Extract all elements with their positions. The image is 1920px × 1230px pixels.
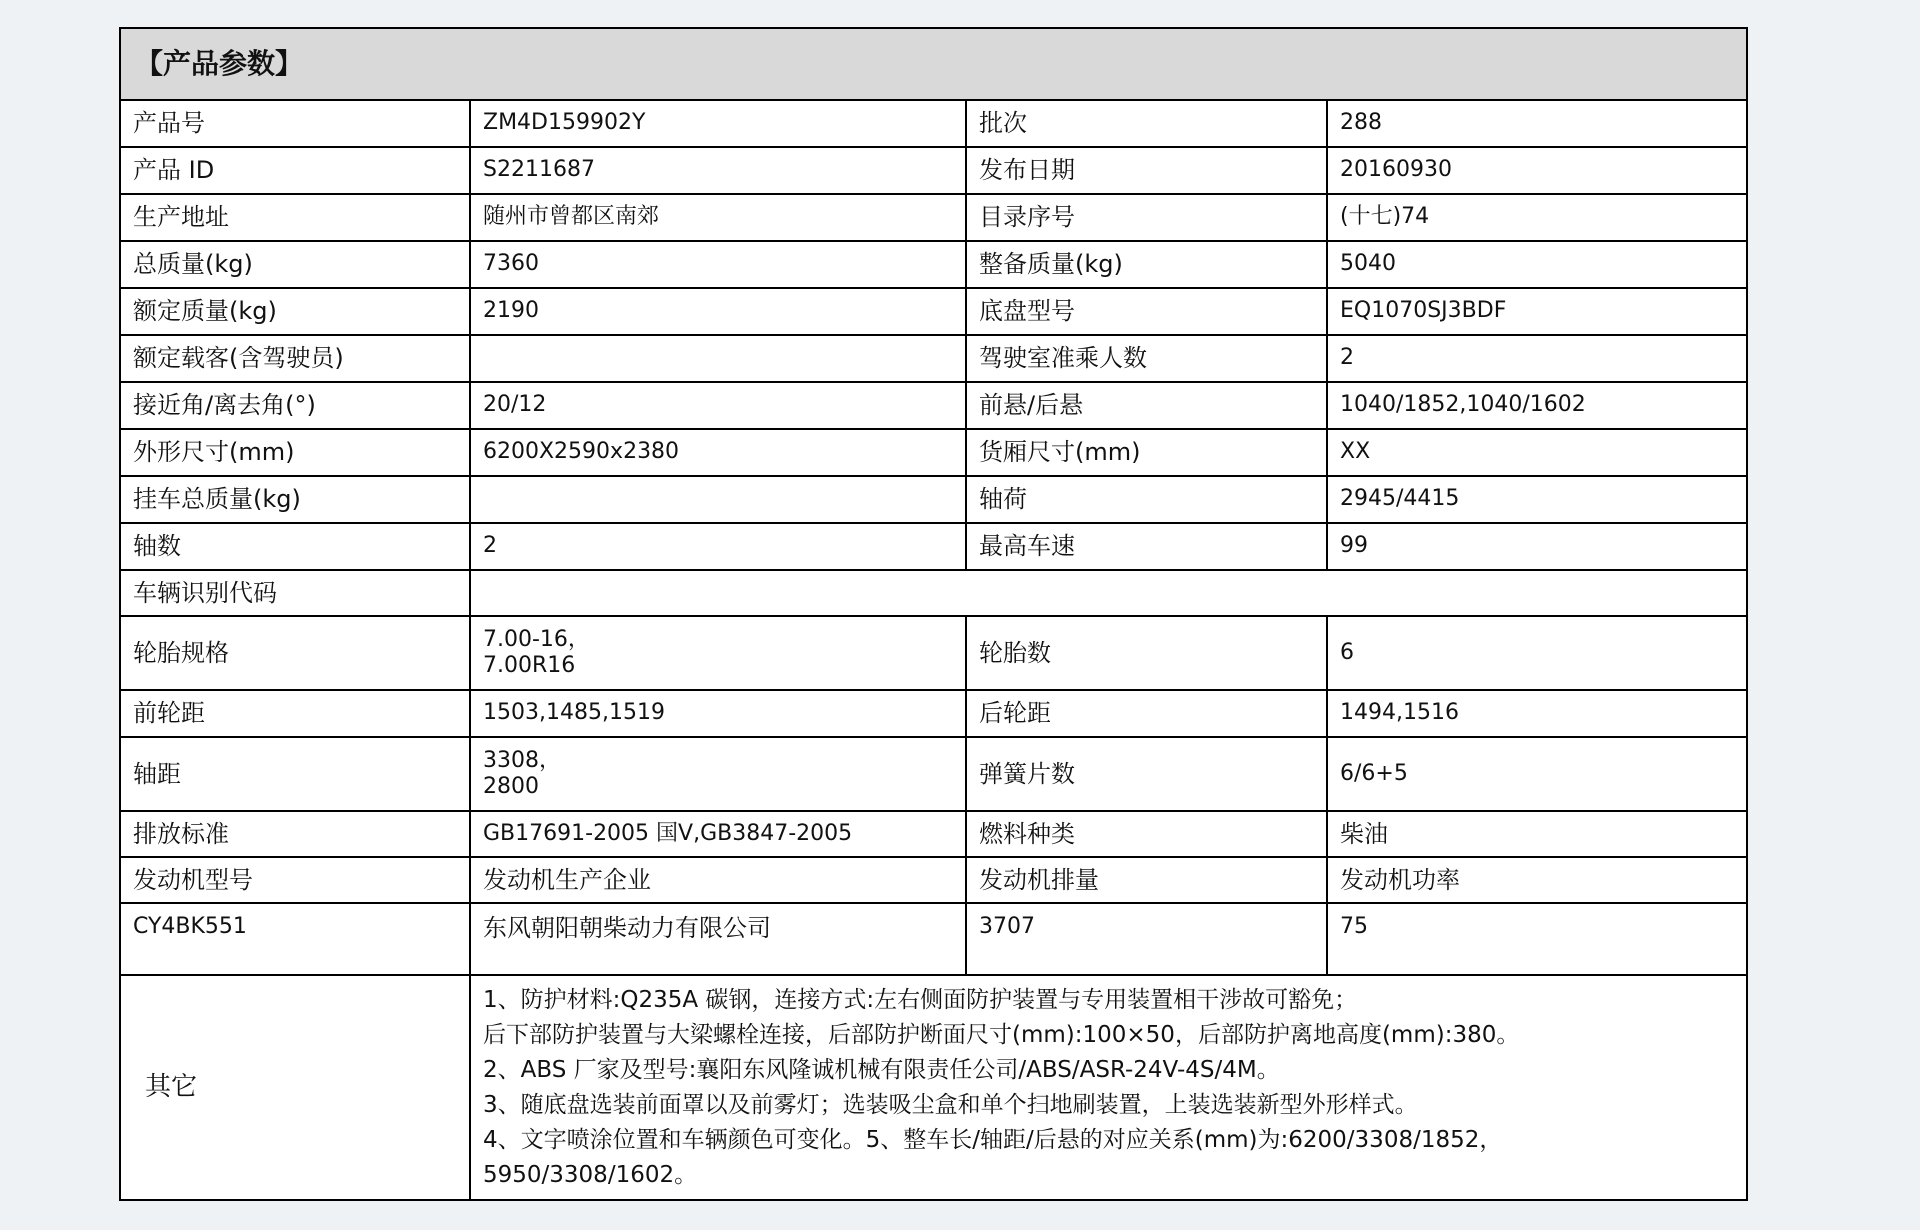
label-cell: 前悬/后悬 (966, 382, 1327, 429)
note-line: 5950/3308/1602。 (483, 1161, 698, 1188)
table-row (120, 241, 1747, 288)
value-cell: 20160930 (1327, 147, 1747, 194)
fuel-value: 柴油 (1327, 811, 1747, 857)
value-cell: 288 (1327, 100, 1747, 147)
wheelbase-value (470, 737, 966, 811)
label-cell: 批次 (966, 100, 1327, 147)
note-line: 3、随底盘选装前面罩以及前雾灯；选装吸尘盒和单个扫地刷装置，上装选装新型外形样式。 (483, 1091, 1418, 1118)
value-cell: 2190 (470, 288, 966, 335)
note-line: 1、防护材料:Q235A 碳钢，连接方式:左右侧面防护装置与专用装置相干涉故可豁免； (483, 986, 1358, 1013)
section-title: 【产品参数】 (120, 28, 1747, 100)
value-cell: 20/12 (470, 382, 966, 429)
engine-model-value: CY4BK551 (120, 903, 470, 975)
engine-maker-label: 发动机生产企业 (470, 857, 966, 903)
table-row (120, 194, 1747, 241)
value-cell: EQ1070SJ3BDF (1327, 288, 1747, 335)
table-row (120, 523, 1747, 570)
label-cell: 发布日期 (966, 147, 1327, 194)
tire-spec-label: 轮胎规格 (120, 616, 470, 690)
table-header-row (120, 28, 1747, 100)
value-cell: 2 (470, 523, 966, 570)
spring-count-value: 6/6+5 (1327, 737, 1747, 811)
label-cell: 最高车速 (966, 523, 1327, 570)
note-line: 2、ABS 厂家及型号:襄阳东风隆诚机械有限责任公司/ABS/ASR-24V-4S/4M。 (483, 1056, 1280, 1083)
wheelbase-line: 3308， (483, 747, 561, 773)
other-label: 其它 (120, 975, 470, 1200)
value-cell: XX (1327, 429, 1747, 476)
track-row (120, 690, 1747, 737)
tire-spec-line: 7.00-16， (483, 626, 590, 652)
wheelbase-line: 2800 (483, 774, 539, 799)
value-cell (470, 335, 966, 382)
engine-displacement-label: 发动机排量 (966, 857, 1327, 903)
value-cell: 1040/1852,1040/1602 (1327, 382, 1747, 429)
note-line: 后下部防护装置与大梁螺栓连接，后部防护断面尺寸(mm):100×50，后部防护离地高度(mm):380。 (483, 1021, 1520, 1048)
rear-track-label: 后轮距 (966, 690, 1327, 737)
label-cell: 额定载客(含驾驶员) (120, 335, 470, 382)
label-cell: 驾驶室准乘人数 (966, 335, 1327, 382)
front-track-value: 1503,1485,1519 (470, 690, 966, 737)
vin-row (120, 570, 1747, 616)
label-cell: 产品 ID (120, 147, 470, 194)
value-cell: 5040 (1327, 241, 1747, 288)
table-row (120, 147, 1747, 194)
value-cell: 2945/4415 (1327, 476, 1747, 523)
tire-row (120, 616, 1747, 690)
value-cell: 99 (1327, 523, 1747, 570)
front-track-label: 前轮距 (120, 690, 470, 737)
label-cell: 总质量(kg) (120, 241, 470, 288)
engine-header-row (120, 857, 1747, 903)
note-line: 4、文字喷涂位置和车辆颜色可变化。5、整车长/轴距/后悬的对应关系(mm)为:6200/3308/1852， (483, 1126, 1503, 1153)
vin-label: 车辆识别代码 (120, 570, 470, 616)
emission-row (120, 811, 1747, 857)
value-cell: 6200X2590x2380 (470, 429, 966, 476)
value-cell (470, 476, 966, 523)
label-cell: 产品号 (120, 100, 470, 147)
other-row (120, 975, 1747, 1200)
value-cell: S2211687 (470, 147, 966, 194)
wheelbase-label: 轴距 (120, 737, 470, 811)
value-cell: 随州市曾都区南郊 (470, 194, 966, 241)
value-cell: 2 (1327, 335, 1747, 382)
table-row (120, 476, 1747, 523)
tire-spec-value (470, 616, 966, 690)
value-cell: 7360 (470, 241, 966, 288)
spring-count-label: 弹簧片数 (966, 737, 1327, 811)
label-cell: 轴荷 (966, 476, 1327, 523)
emission-value: GB17691-2005 国Ⅴ,GB3847-2005 (470, 811, 966, 857)
table-row (120, 335, 1747, 382)
table-row (120, 429, 1747, 476)
emission-label: 排放标准 (120, 811, 470, 857)
engine-maker-value: 东风朝阳朝柴动力有限公司 (470, 903, 966, 975)
product-params-table (119, 27, 1748, 1201)
engine-power-value: 75 (1327, 903, 1747, 975)
tire-count-label: 轮胎数 (966, 616, 1327, 690)
engine-model-label: 发动机型号 (120, 857, 470, 903)
engine-displacement-value: 3707 (966, 903, 1327, 975)
value-cell: ZM4D159902Y (470, 100, 966, 147)
label-cell: 轴数 (120, 523, 470, 570)
table-row (120, 382, 1747, 429)
label-cell: 货厢尺寸(mm) (966, 429, 1327, 476)
tire-spec-line: 7.00R16 (483, 653, 576, 678)
wheelbase-row (120, 737, 1747, 811)
label-cell: 额定质量(kg) (120, 288, 470, 335)
rear-track-value: 1494,1516 (1327, 690, 1747, 737)
fuel-label: 燃料种类 (966, 811, 1327, 857)
vin-value (470, 570, 1747, 616)
tire-count-value: 6 (1327, 616, 1747, 690)
other-notes (470, 975, 1747, 1200)
product-params-sheet (119, 27, 1746, 1201)
engine-value-row (120, 903, 1747, 975)
value-cell: (十七)74 (1327, 194, 1747, 241)
table-row (120, 100, 1747, 147)
engine-power-label: 发动机功率 (1327, 857, 1747, 903)
label-cell: 挂车总质量(kg) (120, 476, 470, 523)
label-cell: 接近角/离去角(°) (120, 382, 470, 429)
label-cell: 整备质量(kg) (966, 241, 1327, 288)
table-row (120, 288, 1747, 335)
label-cell: 外形尺寸(mm) (120, 429, 470, 476)
label-cell: 生产地址 (120, 194, 470, 241)
label-cell: 目录序号 (966, 194, 1327, 241)
label-cell: 底盘型号 (966, 288, 1327, 335)
